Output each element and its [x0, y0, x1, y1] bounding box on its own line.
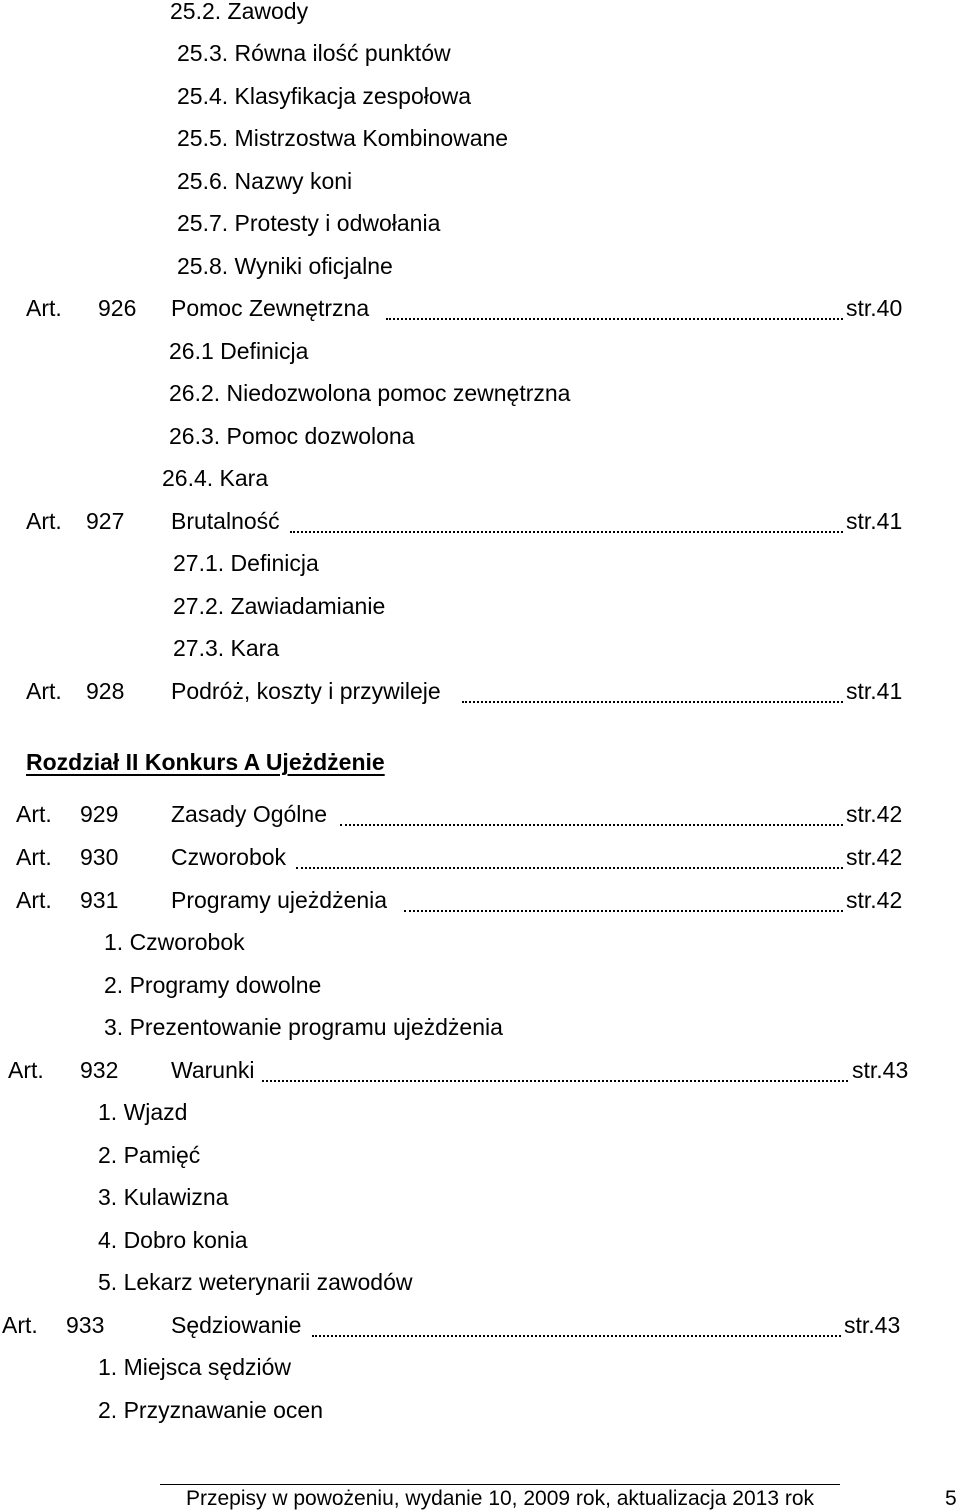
toc-subitem: 25.2. Zawody — [170, 0, 309, 24]
article-title: Czworobok — [171, 844, 287, 870]
toc-subitem: 26.2. Niedozwolona pomoc zewnętrzna — [169, 380, 571, 406]
article-title: Zasady Ogólne — [171, 801, 327, 827]
dot-leader — [312, 1335, 841, 1337]
article-number: 930 — [80, 844, 119, 870]
page-ref: str.42 — [846, 844, 903, 870]
article-label: Art. — [2, 1312, 38, 1338]
toc-subitem: 25.4. Klasyfikacja zespołowa — [177, 83, 472, 109]
page-number: 5 — [945, 1487, 957, 1510]
toc-subitem: 1. Wjazd — [98, 1099, 188, 1125]
toc-subitem: 25.5. Mistrzostwa Kombinowane — [177, 125, 509, 151]
toc-subitem: 25.7. Protesty i odwołania — [177, 210, 441, 236]
article-title: Sędziowanie — [171, 1312, 302, 1338]
toc-subitem: 2. Programy dowolne — [104, 972, 322, 998]
toc-subitem: 27.2. Zawiadamianie — [173, 593, 386, 619]
page-ref: str.42 — [846, 887, 903, 913]
toc-subitem: 1. Miejsca sędziów — [98, 1354, 292, 1380]
toc-subitem: 2. Pamięć — [98, 1142, 201, 1168]
chapter-heading: Rozdział II Konkurs A Ujeżdżenie — [26, 749, 385, 775]
dot-leader — [290, 531, 843, 533]
toc-subitem: 25.8. Wyniki oficjalne — [177, 253, 393, 279]
page-ref: str.42 — [846, 801, 903, 827]
toc-subitem: 3. Kulawizna — [98, 1184, 229, 1210]
dot-leader — [462, 701, 843, 703]
article-label: Art. — [8, 1057, 44, 1083]
toc-subitem: 5. Lekarz weterynarii zawodów — [98, 1269, 413, 1295]
toc-subitem: 1. Czworobok — [104, 929, 245, 955]
article-number: 932 — [80, 1057, 119, 1083]
article-title: Pomoc Zewnętrzna — [171, 295, 370, 321]
footer-rule — [160, 1484, 840, 1485]
toc-subitem: 2. Przyznawanie ocen — [98, 1397, 324, 1423]
toc-subitem: 27.3. Kara — [173, 635, 280, 661]
article-number: 933 — [66, 1312, 105, 1338]
page-ref: str.43 — [852, 1057, 909, 1083]
article-title: Programy ujeżdżenia — [171, 887, 388, 913]
toc-subitem: 4. Dobro konia — [98, 1227, 248, 1253]
article-number: 931 — [80, 887, 119, 913]
toc-subitem: 3. Prezentowanie programu ujeżdżenia — [104, 1014, 503, 1040]
dot-leader — [404, 910, 843, 912]
page-ref: str.41 — [846, 678, 903, 704]
article-label: Art. — [16, 801, 52, 827]
toc-subitem: 26.4. Kara — [162, 465, 269, 491]
page-ref: str.43 — [844, 1312, 901, 1338]
article-number: 929 — [80, 801, 119, 827]
article-label: Art. — [26, 678, 62, 704]
article-title: Brutalność — [171, 508, 280, 534]
dot-leader — [296, 867, 843, 869]
dot-leader — [386, 318, 843, 320]
toc-subitem: 25.3. Równa ilość punktów — [177, 40, 451, 66]
article-label: Art. — [16, 887, 52, 913]
article-label: Art. — [16, 844, 52, 870]
article-title: Podróż, koszty i przywileje — [171, 678, 441, 704]
dot-leader — [262, 1080, 848, 1082]
footer-text: Przepisy w powożeniu, wydanie 10, 2009 rok, aktualizacja 2013 rok — [186, 1487, 815, 1510]
article-label: Art. — [26, 295, 62, 321]
dot-leader — [340, 824, 843, 826]
page-ref: str.41 — [846, 508, 903, 534]
article-label: Art. — [26, 508, 62, 534]
toc-subitem: 26.3. Pomoc dozwolona — [169, 423, 415, 449]
article-number: 928 — [86, 678, 125, 704]
article-number: 926 — [98, 295, 137, 321]
toc-subitem: 27.1. Definicja — [173, 550, 319, 576]
article-number: 927 — [86, 508, 125, 534]
toc-subitem: 26.1 Definicja — [169, 338, 309, 364]
toc-subitem: 25.6. Nazwy koni — [177, 168, 353, 194]
article-title: Warunki — [171, 1057, 255, 1083]
page-ref: str.40 — [846, 295, 903, 321]
